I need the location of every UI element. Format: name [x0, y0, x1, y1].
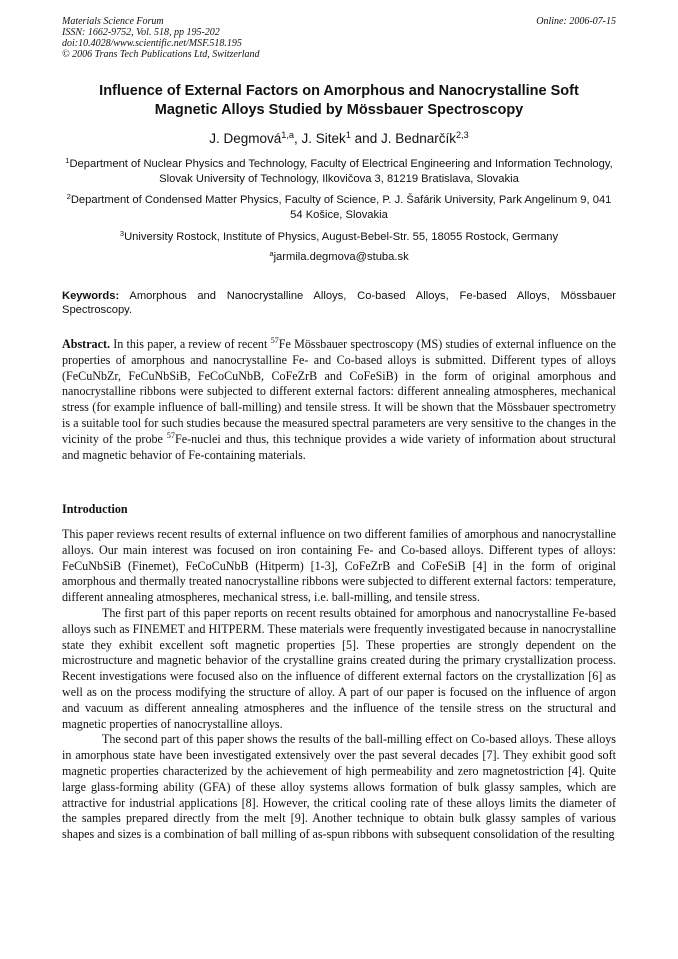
- issn: ISSN: 1662-9752, Vol. 518, pp 195-202: [62, 27, 220, 38]
- author-2-sup: 1: [345, 129, 351, 140]
- intro-paragraph-3: The second part of this paper shows the results of the ball-milling effect on Co-based alloys. These alloys in amorphous state have been investigated extensively over the past several decades [7]. They exhibit good soft magnetic properties characterized by the achievement of high permeability and zero magnetostriction [4]. Quite large glass-forming ability (GFA) of these alloy systems allows formation of bulk glassy samples, which are attractive for industrial applications [8]. However, the critical cooling rate of these alloys limits the diameter of the samples prepared directly from the melt [9]. Another technique to obtain bulk glassy samples of various shapes and sizes is a combination of ball milling of as-spun ribbons with subsequent consolidation of the resulting: [62, 732, 616, 842]
- email-text: jarmila.degmova@stuba.sk: [273, 251, 409, 263]
- abstract-text-3: Fe-nuclei and thus, this technique provides a wide variety of information about structural and magnetic behavior of Fe-containing materials.: [62, 431, 616, 462]
- author-1: J. Degmová: [209, 131, 282, 146]
- doi: doi:10.4028/www.scientific.net/MSF.518.195: [62, 38, 242, 49]
- affiliation-2: [62, 193, 616, 223]
- affiliation-3: [62, 230, 616, 245]
- author-1-sup: 1,a: [281, 129, 295, 140]
- abstract: [62, 337, 616, 463]
- contact-email: [62, 250, 616, 265]
- copyright: © 2006 Trans Tech Publications Ltd, Switzerland: [62, 49, 260, 60]
- email-sup: a: [269, 248, 274, 258]
- affiliation-1-sup: 1: [65, 155, 70, 165]
- keywords: [62, 289, 616, 317]
- abstract-sup-1: 57: [270, 336, 279, 346]
- keywords-text: Amorphous and Nanocrystalline Alloys, Co-based Alloys, Fe-based Alloys, Mössbauer Spectroscopy.: [62, 290, 616, 316]
- abstract-sup-2: 57: [166, 431, 176, 441]
- title-line-1: Influence of External Factors on Amorphous and Nanocrystalline Soft: [99, 83, 579, 99]
- introduction-body: [62, 527, 616, 843]
- affiliation-1: [62, 157, 616, 187]
- intro-paragraph-1: This paper reviews recent results of external influence on two different families of amorphous and nanocrystalline alloys. Our main interest was focused on iron containing Fe- and Co-based alloys. Different types of alloys: FeCuNbSiB (Finemet), FeCoCuNbB (Hitperm) [1-3], CoFeZrB and CoFeSiB [4] in the form of original amorphous and thermally treated nanocrystalline ribbons were subjected to different external factors: temperature, different annealing atmospheres, mechanical stress, i.e. ball-milling, and tensile stress.: [62, 527, 616, 605]
- affiliation-1-text: Department of Nuclear Physics and Technology, Faculty of Electrical Engineering and Information Technology, Slovak University of Technology, Ilkovičova 3, 81219 Bratislava, Slovakia: [69, 158, 613, 185]
- section-heading-introduction: Introduction: [62, 502, 128, 516]
- affiliation-2-text: Department of Condensed Matter Physics, Faculty of Science, P. J. Šafárik University, Park Angelinum 9, 041 54 Košice, Slovakia: [70, 194, 612, 221]
- intro-paragraph-2: The first part of this paper reports on recent results obtained for amorphous and nanocrystalline Fe-based alloys such as FINEMET and HITPERM. These materials were frequently investigated because in nanocrystalline state they exhibit excellent soft magnetic properties [5]. These properties are strongly dependent on the microstructure and magnetic behavior of the crystalline grains created during the primary crystallization process. Recent investigations were focused also on the influence of different external factors on the crystallization [6] as well as on the process modifying the structure of alloy. A part of our paper is focused on the influence of argon and vacuum as different annealing atmospheres and the influence of the tensile stress on the structural and magnetic properties of nanocrystalline alloys.: [62, 605, 616, 731]
- affiliation-3-sup: 3: [119, 228, 125, 238]
- abstract-text-1: In this paper, a review of recent: [110, 337, 271, 351]
- author-list: [62, 130, 616, 148]
- paper-title: [62, 82, 616, 120]
- abstract-text-2: Fe Mössbauer spectroscopy (MS) studies of external influence on the properties of amorphous and nanocrystalline Fe- and Co-based alloys is submitted. Different types of alloys (FeCuNbZr, FeCuNbSiB, FeCoCuNbB, CoFeZrB and CoFeSiB) in the form of original amorphous and nanocrystalline ribbons were subjected to different external factors: different annealing atmospheres, mechanical stress (for example influence of ball-milling) and tensile stress. It will be shown that the Mössbauer spectrometry is a suitable tool for such studies because the measured spectral parameters are very sensitive to the changes in the vicinity of the probe: [62, 337, 616, 446]
- author-3-sup: 2,3: [455, 129, 469, 140]
- keywords-label: Keywords:: [62, 290, 120, 302]
- abstract-label: Abstract.: [62, 337, 111, 351]
- affiliation-2-sup: 2: [66, 191, 71, 201]
- journal-name: Materials Science Forum: [62, 16, 164, 27]
- author-3: and J. Bednarčík: [350, 131, 456, 146]
- journal-header: [62, 16, 616, 60]
- online-date: Online: 2006-07-15: [536, 16, 616, 27]
- title-line-2: Magnetic Alloys Studied by Mössbauer Spectroscopy: [154, 102, 524, 118]
- author-2: , J. Sitek: [294, 131, 346, 146]
- affiliation-3-text: University Rostock, Institute of Physics, August-Bebel-Str. 55, 18055 Rostock, Germany: [124, 231, 559, 243]
